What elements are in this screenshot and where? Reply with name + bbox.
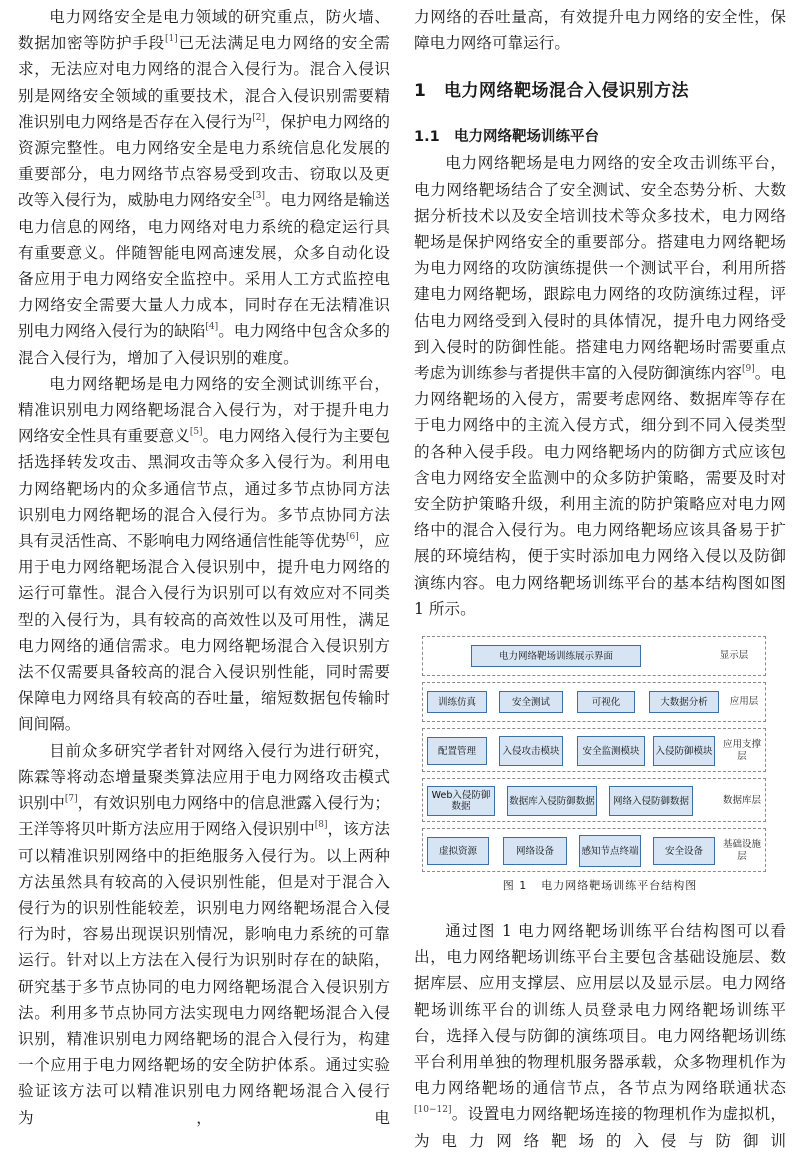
- box-intrusion-attack: 入侵攻击模块: [499, 736, 563, 766]
- citation[interactable]: [7]: [64, 794, 78, 805]
- layer-infrastructure: [422, 828, 766, 872]
- box-intrusion-defense: 入侵防御模块: [653, 736, 715, 766]
- paragraph-text: 。电力网络入侵行为主要包括选择转发攻击、黑洞攻击等众多入侵行为。利用电力网络靶场内的众多通信节点，通过多节点协同方法识别电力网络靶场的混合入侵行为。多节点协同方法具有灵活性高、不影响电力网络通信性能等优势: [18, 427, 390, 551]
- citation[interactable]: [10−12]: [414, 1105, 452, 1116]
- subsection-heading: [414, 124, 786, 150]
- section-title: 电力网络靶场混合入侵识别方法: [444, 81, 689, 102]
- layer-label-app-support: 应用支撑层: [722, 739, 761, 763]
- paragraph-text: 通过图 1 电力网络靶场训练平台结构图可以看出，电力网络靶场训练平台主要包含基础设施层、数据库层、应用支撑层、应用层以及显示层。电力网络靶场训练平台的训练人员登录电力网络靶场训练平台，选择入侵与防御的演练项目。电力网络靶场训练平台利用单独的物理机服务器承载，众多物理机作为电力网络靶场的通信节点，各节点为网络联通状态: [414, 922, 786, 1098]
- paragraph: [18, 371, 390, 738]
- paragraph-text: 目前众多研究学者针对网络入侵行为进行研究，陈霖等将动态增量聚类算法应用于电力网络攻击模式识别中: [18, 741, 390, 813]
- citation[interactable]: [9]: [741, 364, 755, 375]
- layer-label-infrastructure: 基础设施层: [722, 839, 761, 863]
- layer-app-support: [422, 728, 766, 772]
- layer-label-application: 应用层: [729, 696, 759, 708]
- paragraph-text: 电力网络安全是电力领域的研究重点，防火墙、数据加密等防护手段: [18, 8, 390, 53]
- box-training-sim: 训练仿真: [427, 691, 487, 713]
- layer-application: [422, 682, 766, 722]
- box-security-test: 安全测试: [499, 691, 563, 713]
- box-virtual-resources: 虚拟资源: [427, 837, 489, 865]
- box-net-defense-data: 网络入侵防御数据: [609, 786, 693, 816]
- figure-caption-text: 电力网络靶场训练平台结构图: [541, 879, 698, 893]
- citation[interactable]: [4]: [205, 322, 219, 333]
- figure-caption: [414, 878, 786, 894]
- box-display-ui: 电力网络靶场训练展示界面: [471, 645, 641, 667]
- box-security-monitor: 安全监测模块: [577, 736, 645, 766]
- layer-database: [422, 778, 766, 822]
- figure-number: 图 1: [502, 879, 528, 893]
- box-visualization: 可视化: [577, 691, 635, 713]
- paragraph-text: 电力网络靶场是电力网络的安全攻击训练平台，电力网络靶场结合了安全测试、安全态势分析、大数据分析技术以及安全培训技术等众多技术，电力网络靶场是保护网络安全的重要部分。搭建电力网络靶场为电力网络的攻防演练提供一个测试平台，利用所搭建电力网络靶场，跟踪电力网络的攻防演练过程，评估电力网络受到入侵时的具体情况，提升电力网络受到入侵时的防御性能。搭建电力网络靶场时需要重点考虑为训练参与者提供丰富的入侵防御演练内容: [414, 154, 786, 383]
- paragraph-text: 。电力网络中包含众多的混合入侵行为，增加了入侵识别的难度。: [18, 322, 390, 367]
- paragraph-text: 电力网络靶场是电力网络的安全测试训练平台，精准识别电力网络靶场混合入侵行为，对于提升电力网络安全性具有重要意义: [18, 374, 390, 446]
- paragraph-text: ，有效识别电力网络中的信息泄露入侵行为；王洋等将贝叶斯方法应用于网络入侵识别中: [18, 794, 390, 839]
- citation[interactable]: [3]: [252, 191, 266, 202]
- citation[interactable]: [5]: [189, 427, 203, 438]
- section-number: 1: [414, 81, 427, 102]
- box-network-devices: 网络设备: [503, 837, 567, 865]
- figure-platform-structure: [414, 636, 786, 874]
- citation[interactable]: [1]: [164, 34, 178, 45]
- paragraph-text: 。设置电力网络靶场连接的物理机作为虚拟机，为电力网络靶场的入侵与防御训: [414, 1105, 786, 1150]
- subsection-number: 1.1: [414, 129, 440, 146]
- box-bigdata: 大数据分析: [649, 691, 719, 713]
- paragraph-text: 。电力网络是输送电力信息的网络，电力网络对电力系统的稳定运行具有重要意义。伴随智能电网高速发展，众多自动化设备应用于电力网络安全监控中。采用人工方式监控电力网络安全需要大量人力成本，同时存在无法精准识别电力网络入侵行为的缺陷: [18, 191, 390, 341]
- box-web-defense-data: Web入侵防御数据: [427, 786, 495, 816]
- paragraph: [414, 150, 786, 622]
- layer-display: [422, 636, 766, 676]
- right-column: [414, 4, 786, 1154]
- paragraph-text: ，应用于电力网络靶场混合入侵识别中，提升电力网络的运行可靠性。混合入侵行为识别可以有效应对不同类型的入侵行为，具有较高的高效性以及可用性，满足电力网络的通信需求。电力网络靶场混合入侵识别方法不仅需要具备较高的混合入侵识别性能，同时需要保障电力网络具有较高的吞吐量，缩短数据包传输时间间隔。: [18, 532, 390, 734]
- section-heading: [414, 78, 786, 104]
- paragraph: [414, 918, 786, 1154]
- box-security-devices: 安全设备: [653, 837, 715, 865]
- citation[interactable]: [8]: [314, 820, 328, 831]
- paragraph-text: 已无法满足电力网络的安全需求，无法应对电力网络的混合入侵行为。混合入侵识别是网络安全领域的重要技术，混合入侵识别需要精准识别电力网络是否存在入侵行为: [18, 34, 390, 131]
- citation[interactable]: [2]: [252, 112, 266, 123]
- layer-label-database: 数据库层: [722, 795, 761, 807]
- paragraph-continuation: 力网络的吞吐量高，有效提升电力网络的安全性，保障电力网络可靠运行。: [414, 8, 786, 53]
- subsection-title: 电力网络靶场训练平台: [454, 129, 599, 146]
- paragraph-text: 。电力网络靶场的入侵方，需要考虑网络、数据库等存在于电力网络中的主流入侵方式，细分到不同入侵类型的各种入侵手段。电力网络靶场内的防御方式应该包含电力网络安全监测中的众多防护策略，需要及时对安全防护策略升级，利用主流的防护策略应对电力网络中的混合入侵行为。电力网络靶场应该具备易于扩展的环境结构，便于实时添加电力网络入侵以及防御演练内容。电力网络靶场训练平台的基本结构图如图 1 所示。: [414, 364, 786, 618]
- paragraph-text: ，该方法可以精准识别网络中的拒绝服务入侵行为。以上两种方法虽然具有较高的入侵识别性能，但是对于混合入侵行为的识别性能较差，识别电力网络靶场混合入侵行为时，容易出现误识别情况，影响电力系统的可靠运行。针对以上方法在入侵行为识别时存在的缺陷，研究基于多节点协同的电力网络靶场混合入侵识别方法。利用多节点协同方法实现电力网络靶场混合入侵识别，精准识别电力网络靶场的混合入侵行为，构建一个应用于电力网络靶场的安全防护体系。通过实验验证该方法可以精准识别电力网络靶场混合入侵行为，电: [18, 820, 390, 1127]
- layer-label-display: 显示层: [719, 650, 749, 662]
- citation[interactable]: [6]: [345, 532, 359, 543]
- box-config-mgmt: 配置管理: [427, 737, 487, 765]
- paragraph-text: ，保护电力网络的资源完整性。电力网络安全是电力系统信息化发展的重要部分，电力网络节点容易受到攻击、窃取以及更改等入侵行为，威胁电力网络安全: [18, 112, 390, 210]
- box-sensor-terminals: 感知节点终端: [579, 835, 641, 867]
- left-column: [18, 4, 390, 1131]
- box-db-defense-data: 数据库入侵防御数据: [507, 786, 597, 816]
- paragraph: [18, 4, 390, 371]
- paragraph: [18, 738, 390, 1131]
